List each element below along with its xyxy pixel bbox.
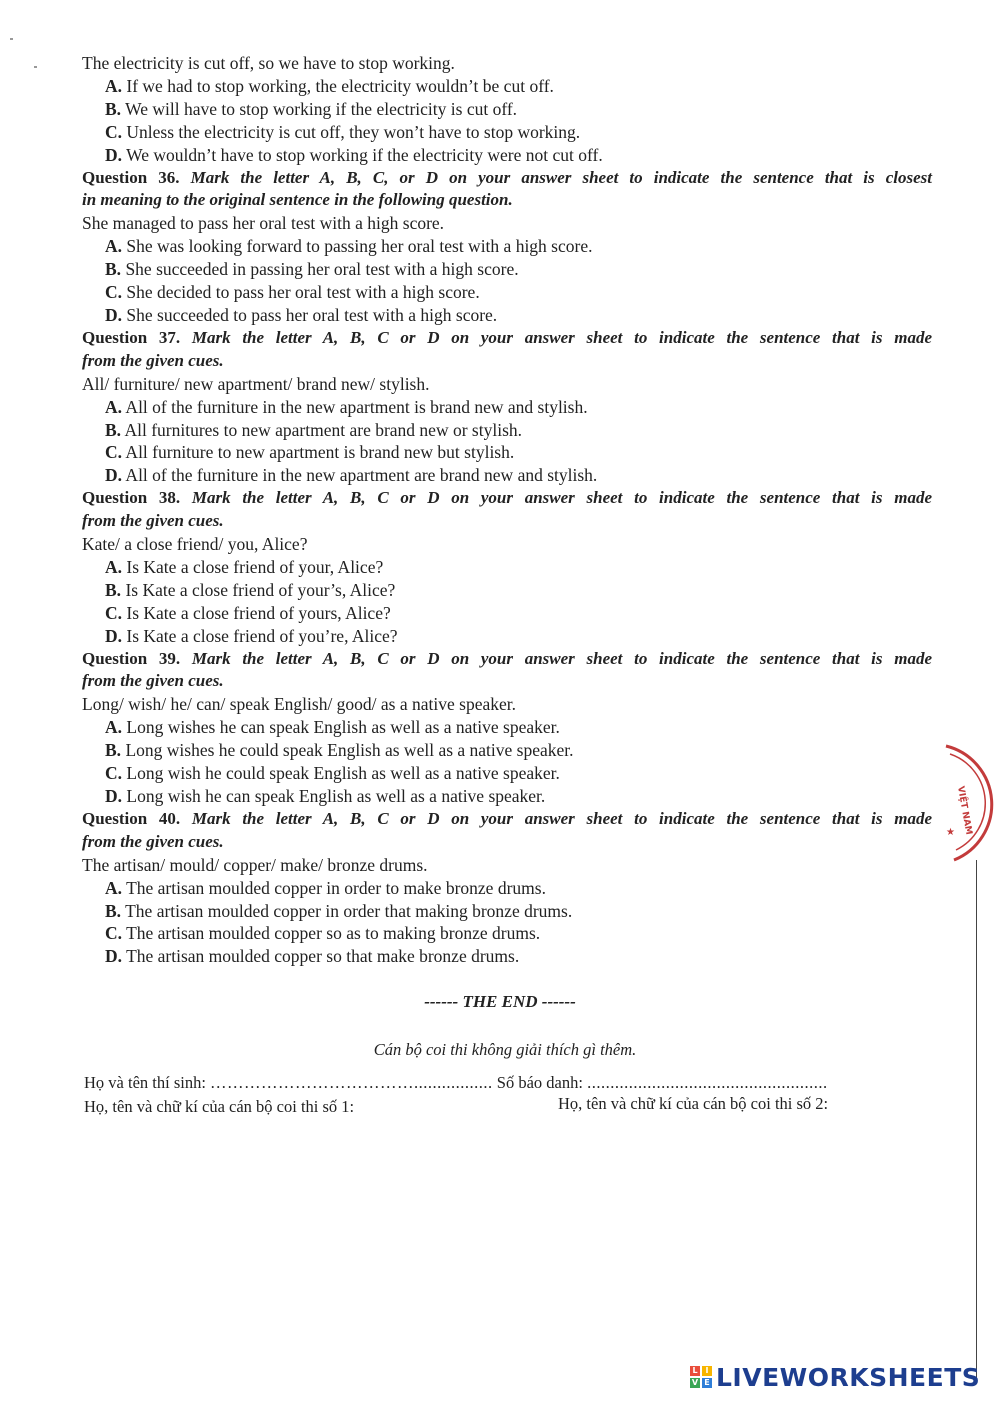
question-37 [82, 327, 932, 487]
option-c[interactable]: C. All furniture to new apartment is brand new but stylish. [105, 442, 515, 463]
option-d[interactable]: D. All of the furniture in the new apartment are brand new and stylish. [105, 465, 598, 486]
option-b[interactable]: B. Long wishes he could speak English as well as a native speaker. [105, 740, 574, 761]
option-d[interactable]: D. Long wish he can speak English as well as a native speaker. [105, 786, 546, 806]
question-heading-cont: from the given cues. [82, 831, 224, 851]
candidate-name-label: Họ và tên thí sinh: [84, 1073, 211, 1092]
question-40 [82, 808, 932, 968]
option-b[interactable]: B. All furnitures to new apartment are brand new or stylish. [105, 419, 522, 440]
question-stem: All/ furniture/ new apartment/ brand new/ stylish. [82, 373, 430, 394]
question-list [82, 52, 932, 968]
question-heading-cont: in meaning to the original sentence in the following question. [82, 190, 513, 210]
question-35 [82, 52, 932, 167]
option-c[interactable]: C. Is Kate a close friend of yours, Alice? [105, 602, 391, 623]
question-39 [82, 648, 932, 808]
question-heading-cont: from the given cues. [82, 511, 224, 531]
option-c[interactable]: C. Long wish he could speak English as well as a native speaker. [105, 763, 560, 784]
question-heading-cont: from the given cues. [82, 671, 224, 691]
question-stem: The artisan/ mould/ copper/ make/ bronze drums. [82, 854, 428, 875]
invigilator-1-label: Họ, tên và chữ kí của cán bộ coi thi số 1: [84, 1097, 355, 1116]
invigilator-note: Cán bộ coi thi không giải thích gì thêm. [373, 1040, 637, 1059]
question-heading: Question 39. Mark the letter A, B, C or D on your answer sheet to indicate the sentence that is made [82, 648, 933, 668]
option-a[interactable]: A. If we had to stop working, the electricity wouldn’t be cut off. [105, 75, 554, 96]
option-c[interactable]: C. Unless the electricity is cut off, they won’t have to stop working. [105, 121, 581, 142]
question-heading-cont: from the given cues. [82, 350, 224, 370]
candidate-number-label: Số báo danh: [492, 1073, 588, 1092]
question-heading: Question 37. Mark the letter A, B, C or D on your answer sheet to indicate the sentence that is made [82, 327, 933, 347]
option-a[interactable]: A. She was looking forward to passing her oral test with a high score. [105, 236, 593, 257]
page-edge-line [976, 860, 977, 1380]
option-a[interactable]: A. Long wishes he can speak English as well as a native speaker. [105, 717, 560, 738]
question-stem: Long/ wish/ he/ can/ speak English/ good/ as a native speaker. [82, 694, 516, 715]
invigilator-2-label: Họ, tên và chữ kí của cán bộ coi thi số 2: [558, 1094, 829, 1113]
option-d[interactable]: D. Is Kate a close friend of you’re, Alice? [105, 625, 398, 646]
option-c[interactable]: C. The artisan moulded copper so as to making bronze drums. [105, 923, 541, 944]
official-seal-icon [926, 740, 996, 870]
svg-text:★: ★ [946, 827, 955, 838]
question-heading: Question 38. Mark the letter A, B, C or D on your answer sheet to indicate the sentence that is made [82, 488, 933, 508]
scan-speck [10, 38, 13, 40]
candidate-number-field[interactable]: .................................................... [587, 1073, 828, 1092]
liveworksheets-logo[interactable] [690, 1362, 980, 1392]
option-b[interactable]: B. The artisan moulded copper in order that making bronze drums. [105, 900, 573, 921]
question-36 [82, 167, 932, 327]
logo-mark-icon: L I V E [690, 1366, 712, 1388]
option-a[interactable]: A. The artisan moulded copper in order to make bronze drums. [105, 877, 546, 898]
option-d[interactable]: D. She succeeded to pass her oral test with a high score. [105, 304, 498, 325]
question-stem: Kate/ a close friend/ you, Alice? [82, 534, 308, 555]
option-c[interactable]: C. She decided to pass her oral test with a high score. [105, 282, 480, 303]
question-heading: Question 40. Mark the letter A, B, C or D on your answer sheet to indicate the sentence that is made [82, 808, 933, 828]
option-b[interactable]: B. Is Kate a close friend of your’s, Alice? [105, 579, 396, 600]
option-a[interactable]: A. All of the furniture in the new apartment is brand new and stylish. [105, 396, 588, 417]
seal-text: VIỆT NAM [955, 785, 974, 836]
candidate-info-line [84, 1073, 828, 1093]
option-d[interactable]: D. The artisan moulded copper so that make bronze drums. [105, 946, 520, 967]
question-heading: Question 36. Mark the letter A, B, C, or D on your answer sheet to indicate the sentence that is closest [82, 167, 932, 187]
option-b[interactable]: B. She succeeded in passing her oral test with a high score. [105, 259, 519, 280]
scan-speck [34, 66, 37, 68]
option-d[interactable]: D. We wouldn’t have to stop working if the electricity were not cut off. [105, 144, 603, 165]
logo-text: LIVEWORKSHEETS [716, 1362, 981, 1392]
question-stem: She managed to pass her oral test with a high score. [82, 213, 445, 234]
option-b[interactable]: B. We will have to stop working if the electricity is cut off. [105, 98, 518, 119]
question-stem: The electricity is cut off, so we have to stop working. [82, 53, 455, 73]
option-a[interactable]: A. Is Kate a close friend of your, Alice? [105, 556, 384, 577]
the-end-marker: ------ THE END ------ [424, 992, 576, 1011]
candidate-name-field[interactable]: ………………………………................. [210, 1073, 493, 1092]
question-38 [82, 487, 932, 647]
